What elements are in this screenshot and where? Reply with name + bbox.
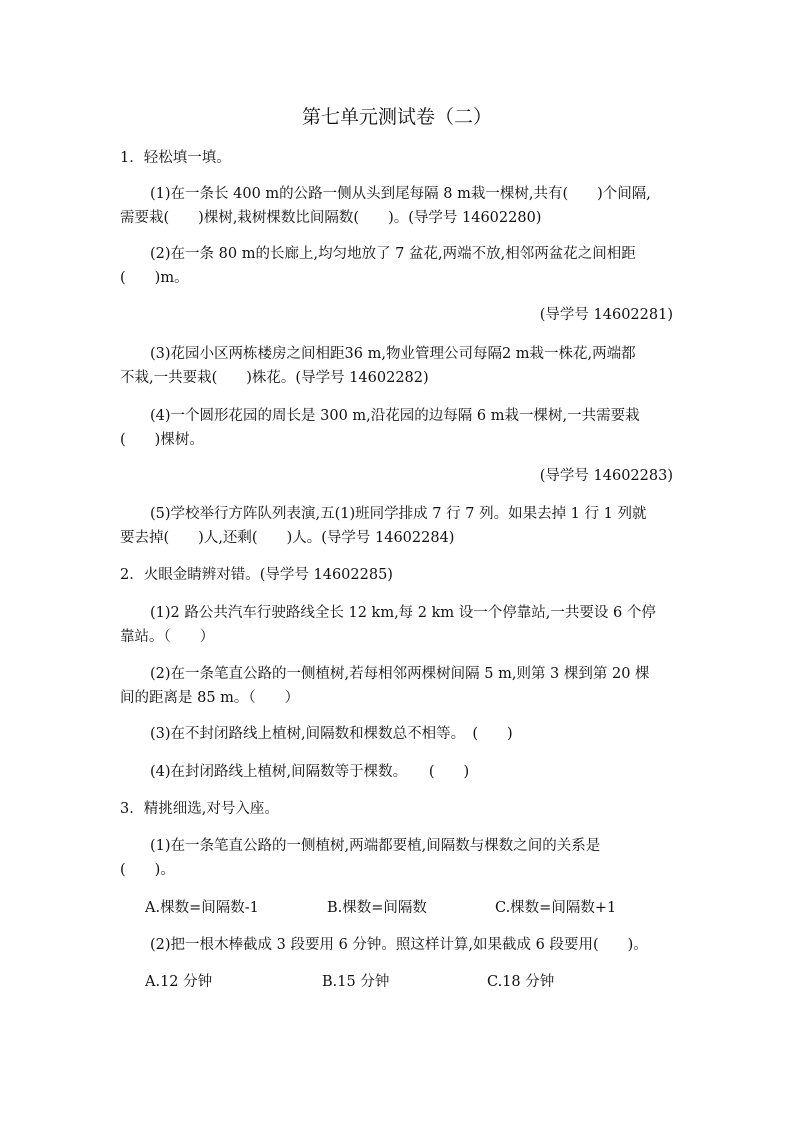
q1-p5-line2: 要去掉( )人,还剩( )人。(导学号 14602284) (120, 530, 455, 546)
q1-p2-ref: (导学号 14602281) (539, 307, 673, 323)
q3-heading: 3．精挑细选,对号入座。 (120, 801, 279, 817)
q2-p3: (3)在不封闭路线上植树,间隔数和棵数总不相等。 ( ) (150, 726, 513, 742)
q2-p2-line1: (2)在一条笔直公路的一侧植树,若每相邻两棵树间隔 5 m,则第 3 棵到第 20 棵 (150, 666, 650, 682)
q1-p2-line2: ( )m。 (120, 270, 189, 286)
q3-p2-option-c: C.18 分钟 (487, 974, 555, 990)
q1-p4-line1: (4)一个圆形花园的周长是 300 m,沿花园的边每隔 6 m栽一棵树,一共需要栽 (150, 408, 640, 424)
q3-p2-option-a: A.12 分钟 (145, 974, 213, 990)
q3-p1-line2: ( )。 (120, 862, 175, 878)
page-title: 第七单元测试卷（二） (301, 106, 492, 128)
q3-p1-option-c: C.棵数=间隔数+1 (495, 900, 617, 916)
q3-p2: (2)把一根木棒截成 3 段要用 6 分钟。照这样计算,如果截成 6 段要用( )。 (150, 937, 648, 953)
q2-p1-line2: 靠站。（ ） (120, 629, 215, 645)
q1-p3-line2: 不栽,一共要栽( )株花。(导学号 14602282) (120, 370, 429, 386)
q1-p1-line2: 需要栽( )棵树,栽树棵数比间隔数( )。(导学号 14602280) (120, 210, 542, 226)
q1-heading: 1．轻松填一填。 (120, 150, 231, 166)
q1-p5-line1: (5)学校举行方阵队列表演,五(1)班同学排成 7 行 7 列。如果去掉 1 行 1 列就 (150, 506, 647, 522)
q2-heading: 2．火眼金睛辨对错。(导学号 14602285) (120, 567, 393, 583)
q3-p1-option-a: A.棵数=间隔数-1 (145, 900, 259, 916)
q1-p4-ref: (导学号 14602283) (539, 468, 673, 484)
q2-p4: (4)在封闭路线上植树,间隔数等于棵数。 ( ) (150, 764, 470, 780)
q2-p1-line1: (1)2 路公共汽车行驶路线全长 12 km,每 2 km 设一个停靠站,一共要设 6 个停 (150, 605, 656, 621)
q1-p1-line1: (1)在一条长 400 m的公路一侧从头到尾每隔 8 m栽一棵树,共有( )个间隔, (150, 186, 651, 202)
q3-p1-line1: (1)在一条笔直公路的一侧植树,两端都要植,间隔数与棵数之间的关系是 (150, 838, 601, 854)
q2-p2-line2: 间的距离是 85 m。（ ） (120, 690, 300, 706)
q1-p4-line2: ( )棵树。 (120, 432, 204, 448)
q3-p1-option-b: B.棵数=间隔数 (327, 900, 427, 916)
q1-p3-line1: (3)花园小区两栋楼房之间相距36 m,物业管理公司每隔2 m栽一株花,两端都 (150, 346, 636, 362)
q1-p2-line1: (2)在一条 80 m的长廊上,均匀地放了 7 盆花,两端不放,相邻两盆花之间相距 (150, 246, 636, 262)
q3-p2-option-b: B.15 分钟 (322, 974, 390, 990)
